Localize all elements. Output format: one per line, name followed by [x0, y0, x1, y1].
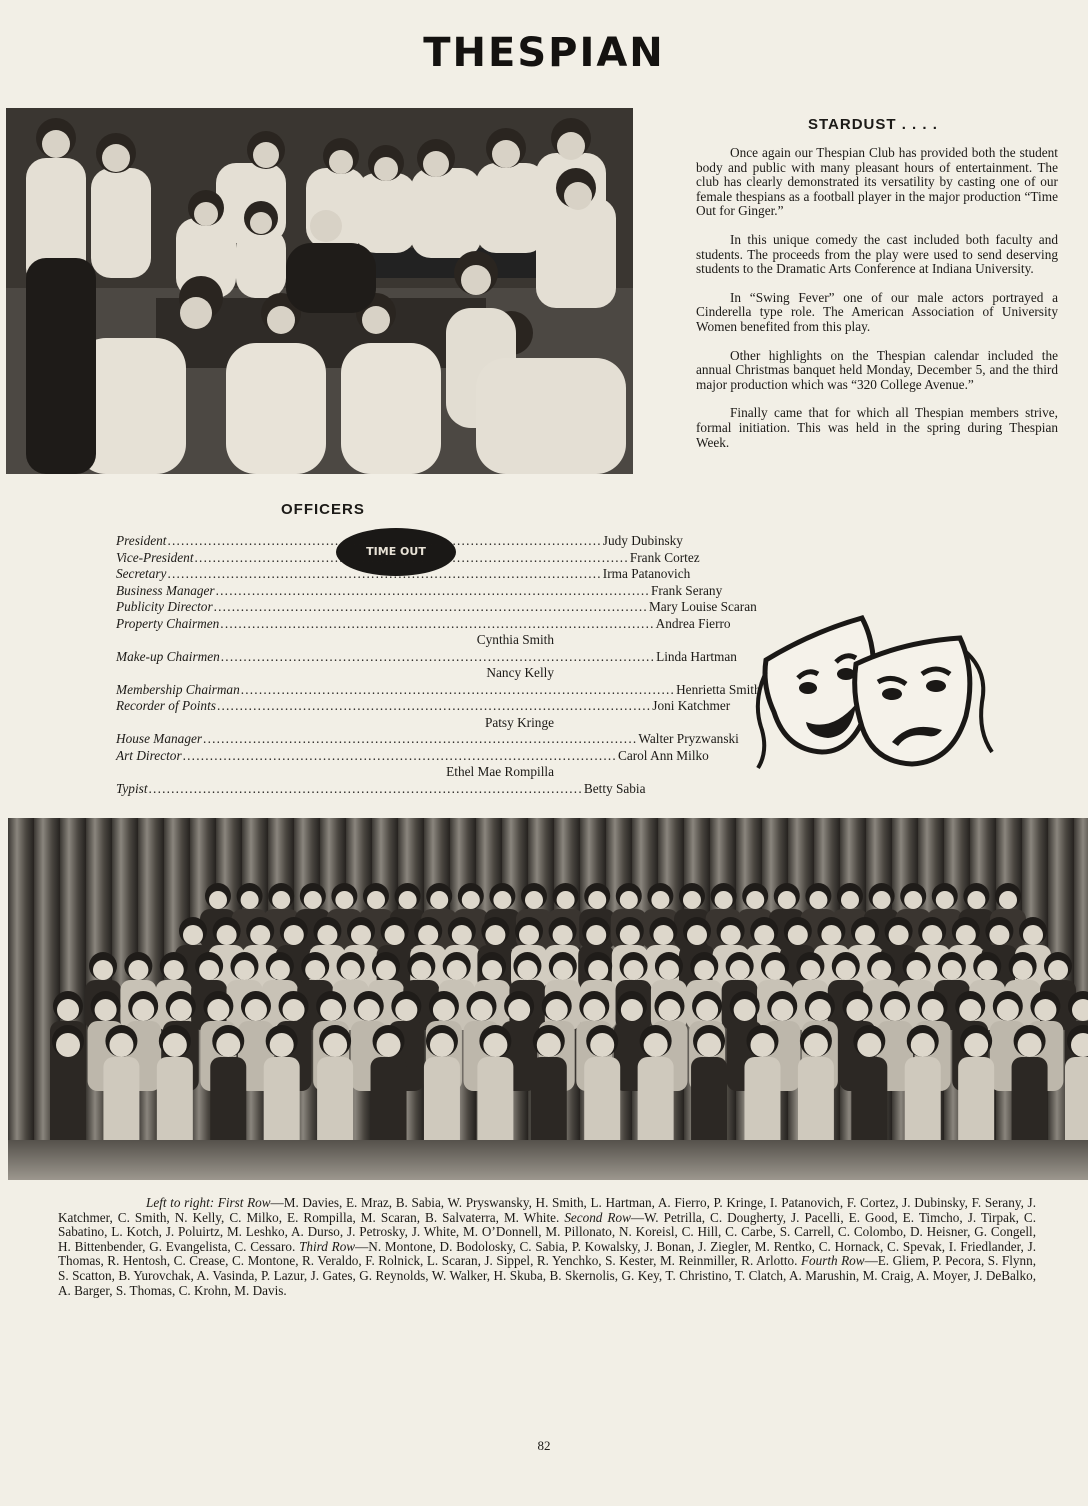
person-face — [217, 925, 237, 945]
officer-title: Publicity Director — [116, 599, 213, 614]
person-face — [588, 960, 608, 980]
person-face — [771, 999, 793, 1021]
caption-row-names: —E. Gliem, P. Pecora, S. Flynn, S. Scatton, B. Yurovchak, A. Vasinda, P. Lazur, J. Gates, G. Reynolds, W. Walker, H. Skuba, B. Skernolis, G. Key, T. Christino, T. Clatch, A. Marushin, M. Craig, A. Moyer, J. DeBalko, A. Barger, S. Thomas, C. Krohn, M. Davis. — [58, 1253, 1036, 1298]
officer-title: Vice-President — [116, 549, 194, 565]
leader-dots — [203, 731, 637, 748]
stardust-paragraph-3: In “Swing Fever” one of our male actors portrayed a Cinderella type role. The American Association of University Women benefited from this play. — [696, 289, 1058, 334]
officer-name: Frank Serany — [650, 582, 723, 598]
officer-row — [116, 731, 739, 748]
person-face — [323, 1033, 347, 1057]
person-face — [493, 891, 511, 909]
person-face — [841, 891, 859, 909]
person-face — [385, 925, 405, 945]
person-face — [207, 999, 229, 1021]
officer-name: Frank Cortez — [629, 549, 700, 565]
person-face — [245, 999, 267, 1021]
caption-row-names: —N. Montone, D. Bodolosky, C. Sabia, P. Kowalsky, J. Bonan, J. Ziegler, M. Rentko, C. Hornack, C. Spevak, I. Friedlander, J. Thomas, R. Hentosh, C. Crease, C. Montone, R. Veraldo, F. Rolnick, L. Scaran, J. Sippel, R. Yenchko, S. Kester, M. Reinmiller, R. Arlotto. — [58, 1238, 1036, 1269]
stardust-paragraph-1: Once again our Thespian Club has provided both the student body and public with many pleasant hours of entertainment. The club has clearly demonstrated its versatility by casting one of our female thespians as a football player in the major production “Time Out for Ginger.” — [696, 145, 1058, 219]
person-face — [199, 960, 219, 980]
group-photo-illustration — [8, 818, 1088, 1180]
person-face — [241, 891, 259, 909]
photo-caption — [58, 1196, 1036, 1298]
person-face — [836, 960, 856, 980]
person-face — [367, 891, 385, 909]
person-face — [936, 891, 954, 909]
person-face — [855, 925, 875, 945]
time-out-sign: TIME OUT — [336, 528, 456, 576]
officers-heading: OFFICERS — [281, 501, 365, 518]
photo-illustration — [6, 108, 633, 474]
person-face — [57, 999, 79, 1021]
leader-dots — [221, 649, 655, 666]
person-face — [904, 891, 922, 909]
person-face — [620, 925, 640, 945]
caption-row-names: —W. Petrilla, C. Dougherty, J. Pacelli, E. Good, E. Timcho, J. Tirpak, C. Sabatino, L. Kotch, J. Poluirtz, M. Leshko, A. Durso, J. Petrosky, J. White, M. O’Donnell, M. Pillonato, N. Koreisl, C. Hill, C. Carbe, S. Carrell, C. Colombo, D. Heisner, G. Congell, H. Bittenbender, G. Evangelista, C. Cessaro. — [58, 1209, 1037, 1254]
person-face — [485, 925, 505, 945]
leader-dots — [167, 533, 601, 550]
theater-masks-icon — [752, 612, 998, 772]
officer-title: Typist — [116, 780, 148, 796]
officer-row — [116, 582, 723, 600]
person-face — [586, 925, 606, 945]
person-face — [430, 891, 448, 909]
officer-row — [116, 780, 646, 798]
stardust-paragraph-2: In this unique comedy the cast included both faculty and students. The proceeds from the play were used to send deserving students to the Dramatic Arts Conference at Indiana University. — [696, 231, 1058, 277]
person-face — [132, 999, 154, 1021]
stage-floor — [8, 1140, 1088, 1180]
officer-name: Linda Hartman — [656, 648, 737, 664]
person-face — [765, 960, 785, 980]
caption-row-label: Fourth Row — [800, 1253, 865, 1269]
person-face — [922, 925, 942, 945]
person-face — [800, 960, 820, 980]
person-face — [335, 891, 353, 909]
person-face — [788, 925, 808, 945]
person-face — [250, 925, 270, 945]
person-face — [553, 960, 573, 980]
officer-title: Make-up Chairmen — [116, 648, 220, 664]
officer-second-name: Nancy Kelly — [486, 665, 554, 680]
person-face — [418, 925, 438, 945]
stardust-paragraph-4: Other highlights on the Thespian calendar included the annual Christmas banquet held Monday, December 5, and the third major production which was “320 College Avenue.” — [696, 347, 1058, 392]
person-face — [56, 1033, 80, 1057]
stardust-article — [696, 146, 1058, 464]
officer-name: Betty Sabia — [583, 780, 646, 796]
leader-dots — [167, 566, 601, 583]
person-face — [889, 925, 909, 945]
person-face — [377, 1033, 401, 1057]
person-face — [1023, 925, 1043, 945]
person-face — [659, 960, 679, 980]
person-face — [508, 999, 530, 1021]
officer-title: Art Director — [116, 747, 182, 763]
person-face — [857, 1033, 881, 1057]
person-face — [911, 1033, 935, 1057]
leader-dots — [149, 781, 583, 798]
person-face — [447, 960, 467, 980]
person-face — [715, 891, 733, 909]
person-face — [644, 1033, 668, 1057]
person-face — [519, 925, 539, 945]
officer-title: Property Chairmen — [116, 615, 220, 631]
person-face — [304, 891, 322, 909]
person-face — [977, 960, 997, 980]
officer-name: Carol Ann Milko — [617, 747, 709, 763]
person-face — [967, 891, 985, 909]
person-face — [553, 925, 573, 945]
person-face — [653, 925, 673, 945]
caption-row-names: —M. Davies, E. Mraz, B. Sabia, W. Pryswansky, H. Smith, L. Hartman, A. Fierro, P. Kringe, I. Patanovich, F. Cortez, J. Dubinsky, F. Serany, J. Katchmer, C. Smith, N. Kelly, C. Milko, E. Rompilla, M. Scaran, B. Salvaterra, M. White. — [58, 1195, 1036, 1225]
person-face — [170, 999, 192, 1021]
person-face — [270, 1033, 294, 1057]
group-photo — [8, 818, 1088, 1180]
person-face — [687, 925, 707, 945]
person-face — [411, 960, 431, 980]
person-face — [351, 925, 371, 945]
person-face — [696, 999, 718, 1021]
officer-row — [116, 747, 709, 765]
leader-dots — [241, 682, 675, 699]
person-face — [683, 891, 701, 909]
person-face — [109, 1033, 133, 1057]
person-face — [270, 960, 290, 980]
leader-dots — [220, 616, 654, 633]
person-face — [750, 1033, 774, 1057]
leader-dots — [195, 550, 629, 567]
person-face — [583, 999, 605, 1021]
person-face — [234, 960, 254, 980]
person-face — [1018, 1033, 1042, 1057]
caption-row-label: First Row — [217, 1195, 271, 1210]
person-face — [754, 925, 774, 945]
person-face — [964, 1033, 988, 1057]
person-face — [658, 999, 680, 1021]
masks-drawing — [752, 612, 998, 772]
person-face — [624, 960, 644, 980]
person-face — [272, 891, 290, 909]
officer-name: Walter Pryzwanski — [638, 731, 739, 746]
leader-dots — [214, 599, 648, 616]
person-face — [399, 891, 417, 909]
officer-row — [116, 698, 731, 715]
person-face — [721, 925, 741, 945]
person-face — [588, 891, 606, 909]
person-face — [846, 999, 868, 1021]
person-face — [997, 999, 1019, 1021]
person-face — [546, 999, 568, 1021]
person-face — [694, 960, 714, 980]
person-face — [183, 925, 203, 945]
officer-title: Membership Chairman — [116, 681, 240, 697]
person-face — [209, 891, 227, 909]
person-face — [1048, 960, 1068, 980]
officer-row — [116, 648, 737, 666]
leader-dots — [216, 583, 650, 600]
person-face — [517, 960, 537, 980]
person-face — [341, 960, 361, 980]
officer-row — [116, 615, 731, 633]
person-face — [433, 999, 455, 1021]
officer-title: Secretary — [116, 566, 167, 581]
officer-title: Recorder of Points — [116, 698, 216, 713]
person-face — [621, 999, 643, 1021]
stardust-paragraph-5: Finally came that for which all Thespian members strive, formal initiation. This was held in the spring during Thespian Week. — [696, 405, 1058, 450]
person-face — [557, 891, 575, 909]
person-face — [305, 960, 325, 980]
person-face — [778, 891, 796, 909]
person-face — [697, 1033, 721, 1057]
caption-lead: Left to right: — [146, 1195, 215, 1210]
person-face — [1034, 999, 1056, 1021]
person-face — [471, 999, 493, 1021]
officer-title: House Manager — [116, 731, 203, 746]
officer-name: Henrietta Smith — [676, 681, 761, 697]
person-face — [804, 1033, 828, 1057]
person-face — [942, 960, 962, 980]
caption-row-label: Second Row — [564, 1209, 631, 1225]
person-face — [376, 960, 396, 980]
person-face — [395, 999, 417, 1021]
officer-name: Andrea Fierro — [655, 615, 731, 631]
person-face — [537, 1033, 561, 1057]
officer-second-name: Cynthia Smith — [476, 632, 554, 647]
leader-dots — [183, 748, 617, 765]
person-face — [651, 891, 669, 909]
officer-row — [116, 599, 757, 616]
person-face — [525, 891, 543, 909]
page-title: THESPIAN — [423, 30, 665, 76]
person-face — [164, 960, 184, 980]
person-face — [317, 925, 337, 945]
person-face — [809, 999, 831, 1021]
caption-row-label: Third Row — [299, 1238, 356, 1254]
person-face — [452, 925, 472, 945]
officer-row — [116, 549, 700, 567]
person-face — [989, 925, 1009, 945]
person-face — [128, 960, 148, 980]
person-face — [284, 925, 304, 945]
person-face — [216, 1033, 240, 1057]
officer-name: Irma Patanovich — [602, 566, 691, 581]
person-face — [734, 999, 756, 1021]
officer-title: President — [116, 533, 167, 548]
person-face — [93, 960, 113, 980]
officer-name: Judy Dubinsky — [602, 533, 683, 548]
person-face — [482, 960, 502, 980]
person-face — [730, 960, 750, 980]
person-face — [163, 1033, 187, 1057]
officer-row — [116, 566, 691, 583]
leader-dots — [217, 698, 651, 715]
person-face — [358, 999, 380, 1021]
stardust-heading: STARDUST . . . . — [808, 116, 938, 133]
person-face — [871, 960, 891, 980]
person-face — [922, 999, 944, 1021]
person-face — [884, 999, 906, 1021]
page-number: 82 — [537, 1438, 551, 1453]
officer-second-name: Patsy Kringe — [484, 714, 554, 730]
person-face — [746, 891, 764, 909]
person-face — [430, 1033, 454, 1057]
person-face — [821, 925, 841, 945]
person-face — [283, 999, 305, 1021]
person-face — [320, 999, 342, 1021]
officer-name: Mary Louise Scaran — [648, 599, 757, 614]
person-face — [873, 891, 891, 909]
officers-list — [116, 533, 761, 797]
person-face — [590, 1033, 614, 1057]
person-face — [462, 891, 480, 909]
person-face — [959, 999, 981, 1021]
person-face — [95, 999, 117, 1021]
officer-second-name: Ethel Mae Rompilla — [446, 764, 554, 779]
person-face — [620, 891, 638, 909]
person-face — [956, 925, 976, 945]
person-face — [999, 891, 1017, 909]
person-face — [483, 1033, 507, 1057]
person-face — [1013, 960, 1033, 980]
officer-name: Joni Katchmer — [652, 698, 731, 713]
officer-title: Business Manager — [116, 582, 215, 598]
person-face — [809, 891, 827, 909]
officer-row — [116, 681, 761, 699]
officer-row — [116, 533, 683, 550]
person-face — [907, 960, 927, 980]
